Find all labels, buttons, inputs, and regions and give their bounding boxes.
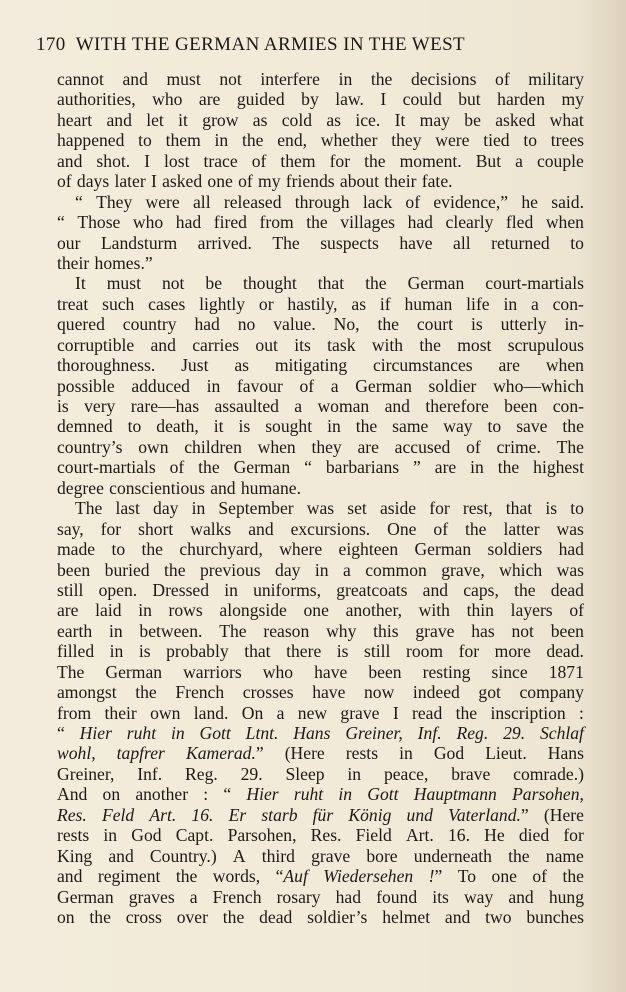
text-line: authorities, who are guided by law. I could but harden my (57, 89, 584, 110)
text-line: filled in is probably that there is still room for more dead. (57, 641, 584, 662)
text-line: on the cross over the dead soldier’s helmet and two bunches (57, 906, 584, 927)
text-line: rests in God Capt. Parsohen, Res. Field Art. 16. He died for (57, 825, 584, 846)
text-line: from their own land. On a new grave I read the inscription : (57, 702, 584, 723)
text-line: The German warriors who have been resting since 1871 (57, 661, 584, 682)
text-line: possible adduced in favour of a German soldier who—which (57, 375, 584, 396)
text-line: their homes.” (57, 252, 153, 273)
text-line: amongst the French crosses have now indeed got company (57, 682, 584, 703)
text-line: “ Hier ruht in Gott Ltnt. Hans Greiner, Inf. Reg. 29. Schlaf (57, 723, 584, 743)
text-line: made to the churchyard, where eighteen German soldiers had (57, 539, 584, 560)
text-line: Res. Feld Art. 16. Er starb für König und Vaterland.” (Here (57, 804, 584, 825)
text-line: heart and let it grow as cold as ice. It may be asked what (57, 109, 584, 130)
text-line: been buried the previous day in a common grave, which was (57, 559, 584, 580)
text-line: of days later I asked one of my friends about their fate. (57, 171, 453, 192)
text-line: quered country had no value. No, the court is utterly in- (57, 314, 584, 335)
text-line: King and Country.) A third grave bore underneath the name (57, 845, 584, 866)
text-line: country’s own children when they are accused of crime. The (57, 436, 584, 457)
text-line: corruptible and carries out its task with the most scrupulous (57, 334, 584, 355)
text-line: wohl, tapfrer Kamerad.” (Here rests in God Lieut. Hans (57, 743, 584, 764)
text-line: happened to them in the end, whether they were tied to trees (57, 130, 584, 151)
text-line: Greiner, Inf. Reg. 29. Sleep in peace, brave comrade.) (57, 763, 584, 784)
text-line: thoroughness. Just as mitigating circumstances are when (57, 355, 584, 376)
running-title: WITH THE GERMAN ARMIES IN THE WEST (75, 34, 466, 55)
text-line: cannot and must not interfere in the decisions of military (57, 69, 584, 89)
text-line: our Landsturm arrived. The suspects have all returned to (57, 232, 584, 253)
text-line: is very rare—has assaulted a woman and therefore been con- (57, 396, 584, 416)
text-line: and regiment the words, “Auf Wiedersehen !” To one of the (57, 866, 584, 887)
text-line: degree conscientious and humane. (57, 477, 301, 498)
text-line: German graves a French rosary had found its way and hung (57, 886, 584, 907)
text-line: treat such cases lightly or hastily, as if human life in a con- (57, 293, 584, 314)
text-line: earth in between. The reason why this grave has not been (57, 620, 584, 641)
text-line: and shot. I lost trace of them for the moment. But a couple (57, 150, 584, 171)
text-line: “ They were all released through lack of evidence,” he said. (75, 191, 584, 212)
running-header (36, 34, 596, 56)
text-line: demned to death, it is sought in the same way to save the (57, 416, 584, 437)
text-line: It must not be thought that the German court-martials (75, 273, 584, 294)
text-line: say, for short walks and excursions. One of the latter was (57, 518, 584, 539)
page-number: 170 (36, 34, 66, 55)
text-line: The last day in September was set aside for rest, that is to (75, 498, 584, 519)
text-line: And on another : “ Hier ruht in Gott Hauptmann Parsohen, (57, 784, 584, 805)
text-line: still open. Dressed in uniforms, greatcoats and caps, the dead (57, 579, 584, 600)
text-line: are laid in rows alongside one another, with thin layers of (57, 600, 584, 621)
body-text (57, 69, 584, 927)
text-line: “ Those who had fired from the villages had clearly fled when (57, 212, 584, 233)
text-line: court-martials of the German “ barbarians ” are in the highest (57, 457, 584, 478)
